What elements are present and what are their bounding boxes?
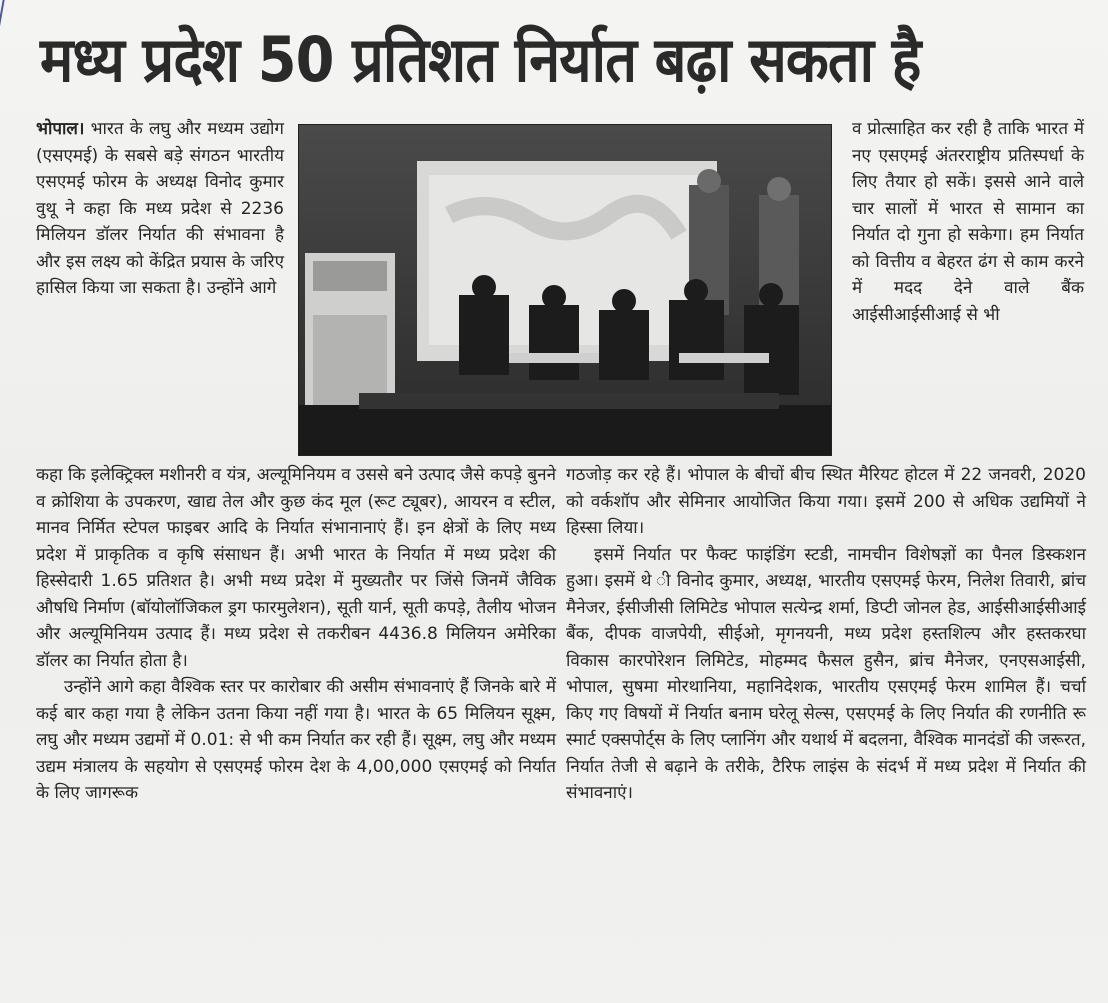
dateline: भोपाल। bbox=[36, 119, 85, 139]
left-paragraph-2: उन्होंने आगे कहा वैश्विक स्तर पर कारोबार की असीम संभावनाएं हैं जिनके बारे में कई बार कहा गया है लेकिन उतना किया नहीं गया है। भारत के 65 मिलियन सूक्ष्म, लघु और मध्यम उद्यमों में 0.01: से भी कम निर्यात कर रही हैं। सूक्ष्म, लघु और मध्यम उद्यम मंत्रालय के सहयोग से एसएमई फोरम देश के 4,00,000 एसएमई को निर्यात के लिए जागरूक bbox=[36, 677, 556, 803]
intro-text: भारत के लघु और मध्यम उद्योग (एसएमई) के सबसे बड़े संगठन भारतीय एसएमई फोरम के अध्यक्ष विनोद कुमार वुथू ने कहा कि मध्य प्रदेश से 2236 मिलियन डॉलर निर्यात की संभावना है और इस लक्ष्य को केंद्रित प्रयास के जरिए हासिल किया जा सकता है। उन्होंने आगे bbox=[36, 119, 285, 298]
right-paragraph-2: इसमें निर्यात पर फैक्ट फाइंडिंग स्टडी, नामचीन विशेषज्ञों का पैनल डिस्कशन हुआ। इसमें थे ी विनोद कुमार, अध्यक्ष, भारतीय एसएमई फेरम, निलेश तिवारी, ब्रांच मैनेजर, ईसीजीसी लिमिटेड भोपाल सत्येन्द्र शर्मा, डिप्टी जोनल हेड, आईसीआईसीआई बैंक, दीपक वाजपेयी, सीईओ, मृगनयनी, मध्य प्रदेश हस्तशिल्प और हस्तकरघा विकास कारपोरेशन लिमिटेड, मोहम्मद फैसल हुसैन, ब्रांच मैनेजर, एनएसआईसी, भोपाल, सुषमा मोरथानिया, महानिदेशक, भारतीय एसएमई फेरम शामिल हैं। चर्चा किए गए विषयों में निर्यात बनाम घरेलू सेल्स, एसएमई के लिए निर्यात की रणनीति रू स्मार्ट एक्सपोर्ट्स के लिए प्लानिंग और यथार्थ में बदलना, वैश्विक मानदंडों की जरूरत, निर्यात तेजी से बढ़ाने के तरीके, टैरिफ लाइंस के संदर्भ में मध्य प्रदेश में निर्यात की संभावनाएं। bbox=[566, 544, 1086, 803]
left-paragraph-1: कहा कि इलेक्ट्रिक्ल मशीनरी व यंत्र, अल्यूमिनियम व उससे बने उत्पाद जैसे कपड़े बुनने व क्रोशिया के उपकरण, खाद्य तेल और कुछ कंद मूल (रूट ट्यूबर), आयरन व स्टील, मानव निर्मित स्टेपल फाइबर आदि के निर्यात संभानानाएं हैं। इन क्षेत्रों के लिए मध्य प्रदेश में प्राकृतिक व कृषि संसाधन हैं। अभी भारत के निर्यात में मध्य प्रदेश की हिस्सेदारी 1.65 प्रतिशत है। अभी मध्य प्रदेश में मुख्यतौर पर जिंसे जिनमें जैविक औषधि निर्माण (बॉयोलॉजिकल ड्रग फारमुलेशन), सूती यार्न, सूती कपड़े, तैलीय भोजन और अल्यूमिनियम उत्पाद हैं। मध्य प्रदेश से तकरीबन 4436.8 मिलियन अमेरिका डॉलर का निर्यात होता है। bbox=[36, 465, 556, 671]
right-top-column bbox=[852, 116, 1084, 328]
intro-column bbox=[36, 116, 284, 302]
article-headline: मध्य प्रदेश 50 प्रतिशत निर्यात बढ़ा सकता है bbox=[40, 23, 921, 96]
right-top-text: व प्रोत्साहित कर रही है ताकि भारत में नए एसएमई अंतरराष्ट्रीय प्रतिस्पर्धा के लिए तैयार हो सकें। इससे आने वाले चार सालों में भारत से सामान का निर्यात दो गुना हो सकेगा। हम निर्यात को वित्तीय व बेहरत ढंग से काम करने में मदद देने वाले बैंक आईसीआईसीआई से भी bbox=[852, 119, 1084, 325]
seminar-panel-image bbox=[299, 125, 831, 455]
right-paragraph-1: गठजोड़ कर रहे हैं। भोपाल के बीचों बीच स्थित मैरियट होटल में 22 जनवरी, 2020 को वर्कशॉप और सेमिनार आयोजित किया गया। इसमें 200 से अधिक उद्यमियों ने हिस्सा लिया। bbox=[566, 465, 1086, 538]
event-photo bbox=[298, 124, 832, 456]
pen-mark bbox=[0, 0, 13, 30]
right-column bbox=[566, 462, 1086, 807]
left-column bbox=[36, 462, 556, 807]
